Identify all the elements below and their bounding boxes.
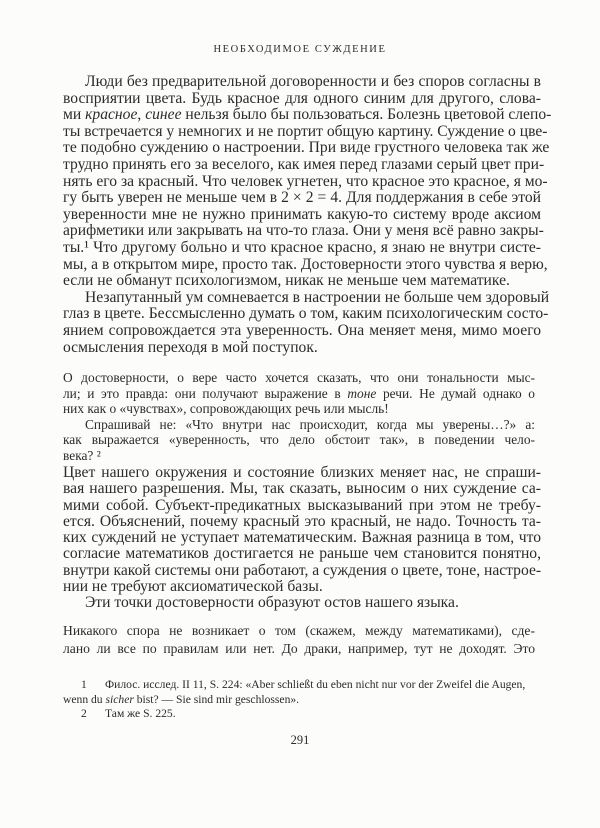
text-segment: как выражается «уверенность, что дело обстоит так», в поведении чело- — [63, 432, 535, 448]
text-line — [63, 622, 535, 640]
text-segment: арифметики или закрывать на что-то глаза. Они у меня всё равно закры- — [63, 222, 544, 240]
text-segment: Там же S. 225. — [105, 707, 176, 721]
text-line — [63, 255, 548, 274]
text-segment: века? ² — [63, 447, 101, 463]
text-line — [63, 563, 541, 579]
text-line — [63, 106, 552, 124]
text-segment: Незапутанный ум сомневается в настроении не больше чем здоровый — [85, 288, 550, 306]
text-segment: глаз в цвете. Бессмысленно думать о том, каким психологическим состо- — [63, 305, 549, 323]
text-segment: лано ли все по правилам или нет. До драки, например, тут не доходят. Это — [63, 641, 535, 656]
text-segment: трудно принять его за веселого, как имея перед глазами серый цвет при- — [63, 155, 545, 173]
text-line — [63, 417, 535, 433]
text-segment: ты встречается у немногих и не портит общую картину. Суждение о цве- — [63, 122, 548, 140]
running-header: НЕОБХОДИМОЕ СУЖДЕНИЕ — [213, 44, 387, 55]
text-line — [63, 386, 535, 402]
text-line — [63, 240, 541, 257]
text-segment: мы, а в открытом мире, просто так. Достоверности этого чувства я верю, — [63, 255, 548, 273]
italic-text: тоне — [347, 385, 377, 401]
text-segment: согласие математиков достигается не раньше чем становится понятно, — [63, 545, 541, 563]
text-line — [63, 190, 541, 207]
body-text-section-2 — [63, 465, 541, 612]
text-segment: Люди без предварительной договоренности и без споров согласны в — [85, 73, 541, 90]
text-line — [63, 222, 544, 240]
text-segment: внутри какой системы они работают, а суждения о цвете, тоне, настрое- — [63, 561, 542, 579]
text-segment: гу быть уверен не меньше чем в 2 × 2 = 4. Для поддержания в себе этой — [63, 189, 541, 207]
text-line — [63, 91, 541, 108]
text-segment: Спрашивай не: «Что внутри нас происходит, когда мы уверены…?» а: — [85, 416, 535, 432]
text-segment: осмысления переходя в мой поступок. — [63, 338, 318, 356]
text-segment: вая нашего разрешения. Мы, так сказать, выносим о них суждение са- — [63, 480, 541, 498]
text-line — [63, 139, 550, 157]
text-line — [63, 122, 548, 141]
text-segment: восприятии цвета. Будь красное для одного синим для другого, слова- — [63, 89, 541, 107]
text-line — [63, 207, 541, 224]
text-segment: ми — [63, 106, 86, 124]
text-line — [63, 323, 541, 340]
italic-text: sicher — [105, 692, 134, 706]
text-line — [63, 481, 541, 497]
text-line — [63, 693, 503, 708]
text-line — [63, 498, 541, 514]
text-segment: Эти точки достоверности образуют остов нашего языка. — [85, 594, 459, 612]
text-line — [63, 465, 541, 481]
text-segment: янием сопровождается эта уверенность. Она меняет меня, мимо моего — [63, 321, 541, 339]
text-line — [63, 305, 549, 323]
text-segment: ется. Объяснений, почему красный это красный, не надо. Точность та- — [63, 512, 541, 530]
text-segment: уверенности мне не нужно принимать какую-то систему вроде аксиом — [63, 205, 541, 223]
text-line — [63, 74, 541, 91]
text-segment: если не обманут психологизмом, никак не меньше чем математике. — [63, 272, 510, 290]
text-line — [63, 678, 526, 693]
quotation-block — [63, 370, 535, 464]
text-segment: bist? — Sie sind mir geschlossen». — [133, 692, 300, 706]
text-segment: Филос. исслед. II 11, S. 224: «Aber schließt du eben nicht nur vor der Zweifel die Augen, — [105, 678, 526, 691]
body-text-section-1 — [63, 73, 552, 356]
text-line — [63, 432, 535, 448]
text-line — [63, 370, 535, 386]
text-line — [63, 514, 541, 530]
text-line — [63, 579, 541, 595]
text-segment: wenn du — [63, 692, 106, 706]
text-line — [63, 595, 541, 611]
text-line — [63, 401, 535, 417]
text-segment: , — [137, 106, 146, 124]
text-segment: О достоверности, о вере часто хочется сказать, что они тональности мыс- — [63, 370, 535, 385]
text-segment: Никакого спора не возникает о том (скажем, между математиками), сде- — [63, 623, 535, 638]
text-line — [63, 172, 548, 191]
italic-text: синее — [145, 106, 182, 124]
text-line — [63, 288, 550, 307]
text-line — [63, 448, 535, 464]
page-number: 291 — [290, 733, 310, 747]
text-segment: те подобно суждению о настроении. При виде грустного человека так же — [63, 139, 550, 157]
text-segment: мими собой. Субъект-предикатных высказываний при этом не требу- — [63, 496, 541, 514]
text-line — [63, 640, 535, 658]
text-segment: ли; и это правда: они получают выражение в — [63, 385, 348, 401]
text-line — [63, 155, 545, 174]
text-segment: нии не требуют аксиоматической базы. — [63, 578, 323, 596]
text-line — [63, 340, 541, 357]
italic-text: красное — [85, 106, 138, 124]
text-segment: речи. Не думай однако о — [376, 385, 535, 401]
text-segment: нельзя было бы пользоваться. Болезнь цветовой слепо- — [181, 106, 552, 124]
text-line — [63, 546, 541, 562]
text-segment: нять его за красный. Что человек угнетен, что красное это красное, я мо- — [63, 172, 548, 190]
text-segment: них как о «чувствах», сопровождающих речь или мысль! — [63, 401, 389, 417]
footnote-number: 1 — [81, 678, 87, 691]
footnote-number: 2 — [81, 707, 87, 721]
text-line — [63, 273, 541, 290]
text-line — [63, 707, 503, 722]
text-line — [63, 530, 541, 546]
footnotes — [63, 678, 526, 722]
text-segment: Цвет нашего окружения и состояние близких меняет нас, не спраши- — [63, 464, 541, 481]
body-text-section-3 — [63, 622, 535, 658]
text-segment: ты.¹ Что другому больно и что красное красно, я знаю не внутри систе- — [63, 238, 541, 256]
text-segment: ких суждений не уступает математическим. Важная разница в том, что — [63, 529, 541, 547]
